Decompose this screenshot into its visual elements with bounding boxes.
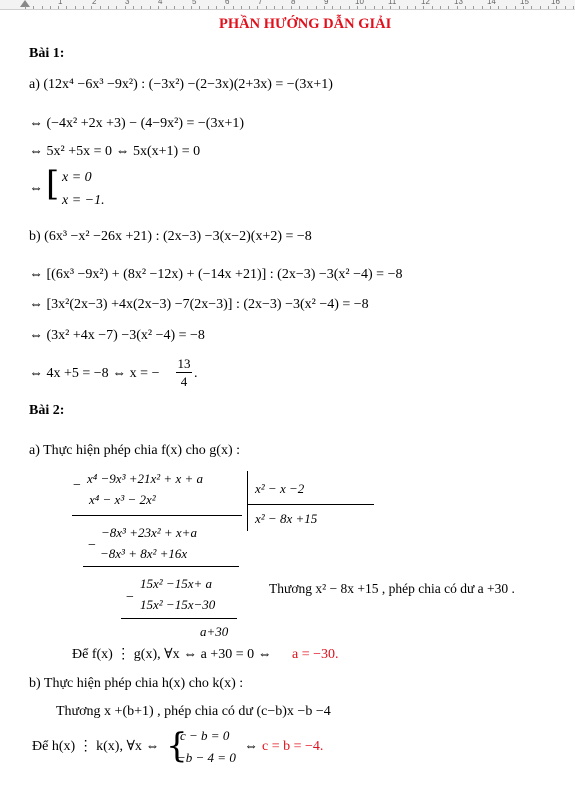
ruler-tick xyxy=(540,6,541,9)
bai2-b-intro: b) Thực hiện phép chia h(x) cho k(x) : xyxy=(29,676,244,691)
ruler-number: 11 xyxy=(388,0,397,6)
quotient: x² − 8x +15 xyxy=(255,511,318,526)
bai1-a-case2: x = −1. xyxy=(62,193,105,208)
fraction-period: . xyxy=(194,366,198,381)
ruler-tick xyxy=(249,6,250,9)
ruler-tick xyxy=(282,6,283,9)
division-rule xyxy=(72,515,242,516)
ruler-tick xyxy=(573,6,574,9)
subtract-line: −8x³ + 8x² +16x xyxy=(100,546,188,561)
ruler-tick xyxy=(83,6,84,9)
ruler-number: 8 xyxy=(291,0,296,6)
equivalence-symbol: ⇔ xyxy=(244,739,258,754)
ruler-number: 16 xyxy=(551,0,560,6)
ruler-tick xyxy=(473,6,474,9)
ruler-number: 12 xyxy=(421,0,430,6)
ruler-number: 10 xyxy=(355,0,364,6)
fraction-numerator: 13 xyxy=(177,356,191,371)
ruler-tick xyxy=(133,6,134,9)
ruler-tick xyxy=(506,6,507,9)
ruler-tick xyxy=(25,6,26,9)
ruler-number: 1 xyxy=(58,0,63,6)
ruler-tick xyxy=(515,6,516,9)
bai2-a-intro: a) Thực hiện phép chia f(x) cho g(x) : xyxy=(29,443,241,458)
subtract-line: 15x² −15x−30 xyxy=(140,597,216,612)
bai2-b-condition: Để h(x) ⋮ k(x), ∀x ⇔ xyxy=(32,739,160,754)
final-remainder: a+30 xyxy=(200,624,229,639)
ruler-tick xyxy=(141,6,142,9)
quotient-note: Thương x² − 8x +15 , phép chia có dư a +30 . xyxy=(269,581,515,596)
ruler-tick xyxy=(274,6,275,9)
ruler-tick xyxy=(233,6,234,9)
division-minus-sign: − xyxy=(73,478,81,493)
ruler-tick xyxy=(407,6,408,9)
remainder-line: −8x³ +23x² + x+a xyxy=(101,525,197,540)
ruler-tick xyxy=(208,6,209,9)
bai1-b-line3: ⇔ [3x²(2x−3) +4x(2x−3) −7(2x−3)] : (2x−3) −3(x² −4) = −8 xyxy=(29,297,369,312)
system-brace: { xyxy=(166,726,188,766)
ruler-tick xyxy=(199,6,200,9)
equivalence-symbol: ⇔ xyxy=(29,181,43,196)
ruler-tick xyxy=(324,6,325,9)
bai1-a-case1: x = 0 xyxy=(62,170,92,185)
ruler-tick xyxy=(158,6,159,9)
ruler-tick xyxy=(556,6,557,9)
bai1-a-line1: a) (12x⁴ −6x³ −9x²) : (−3x²) −(2−3x)(2+3x) = −(3x+1) xyxy=(29,77,333,92)
bai2-a-condition: Để f(x) ⋮ g(x), ∀x ⇔ a +30 = 0 ⇔ xyxy=(72,647,272,662)
ruler-tick xyxy=(374,6,375,9)
remainder-line: 15x² −15x+ a xyxy=(140,576,212,591)
ruler-number: 14 xyxy=(487,0,496,6)
ruler-tick xyxy=(125,6,126,9)
ruler-number: 7 xyxy=(258,0,263,6)
bai2-b-quotient: Thương x +(b+1) , phép chia có dư (c−b)x −b −4 xyxy=(56,704,331,719)
bai2-heading: Bài 2: xyxy=(29,403,65,418)
ruler-tick xyxy=(382,6,383,9)
ruler-number: 3 xyxy=(125,0,130,6)
bai1-heading: Bài 1: xyxy=(29,46,65,61)
ruler-tick xyxy=(548,6,549,9)
ruler-number: 15 xyxy=(520,0,529,6)
ruler-tick xyxy=(174,6,175,9)
bai2-b-result: c = b = −4. xyxy=(262,739,324,754)
division-rule xyxy=(121,618,237,619)
division-minus-sign: − xyxy=(88,538,96,553)
ruler-tick xyxy=(465,6,466,9)
ruler-tick xyxy=(291,6,292,9)
ruler-tick xyxy=(66,6,67,9)
bai1-b-line1: b) (6x³ −x² −26x +21) : (2x−3) −3(x−2)(x+2) = −8 xyxy=(29,229,312,244)
dividend-line: x⁴ −9x³ +21x² + x + a xyxy=(87,471,203,486)
fraction-denominator: 4 xyxy=(180,374,188,389)
ruler-tick xyxy=(100,6,101,9)
division-rule xyxy=(83,566,239,567)
ruler-tick xyxy=(241,6,242,9)
ruler-number: 13 xyxy=(454,0,463,6)
ruler-tick xyxy=(440,6,441,9)
fraction-bar xyxy=(176,372,192,373)
page-title: PHẦN HƯỚNG DẪN GIẢI xyxy=(219,16,392,32)
bai1-b-line5: ⇔ 4x +5 = −8 ⇔ x = − xyxy=(29,366,160,381)
ruler-tick xyxy=(307,6,308,9)
ruler-tick xyxy=(58,6,59,9)
subtract-line: x⁴ − x³ − 2x² xyxy=(89,492,156,507)
ruler-tick xyxy=(332,6,333,9)
ruler-tick xyxy=(299,6,300,9)
ruler-tick xyxy=(257,6,258,9)
ruler-tick xyxy=(490,6,491,9)
case-bracket: [ xyxy=(46,164,60,204)
ruler-number: 9 xyxy=(324,0,329,6)
ruler-tick xyxy=(42,6,43,9)
ruler-tick xyxy=(191,6,192,9)
ruler-number: 5 xyxy=(192,0,197,6)
ruler-tick xyxy=(349,6,350,9)
ruler-tick xyxy=(116,6,117,9)
ruler-tick xyxy=(365,6,366,9)
ruler-tick xyxy=(448,6,449,9)
ruler-number: 2 xyxy=(92,0,97,6)
bai1-a-line2: ⇔ (−4x² +2x +3) − (4−9x²) = −(3x+1) xyxy=(29,116,245,131)
divisor: x² − x −2 xyxy=(255,481,305,496)
ruler-tick xyxy=(183,6,184,9)
ruler-number: 4 xyxy=(158,0,163,6)
ruler-tick xyxy=(423,6,424,9)
ruler-number: 6 xyxy=(225,0,230,6)
ruler-tick xyxy=(357,6,358,9)
ruler-tick xyxy=(399,6,400,9)
ruler-tick xyxy=(340,6,341,9)
ruler-tick xyxy=(498,6,499,9)
ruler-tick xyxy=(523,6,524,9)
ruler-tick xyxy=(316,6,317,9)
ruler-tick xyxy=(390,6,391,9)
horizontal-ruler xyxy=(0,0,575,10)
division-minus-sign: − xyxy=(126,590,134,605)
ruler-tick xyxy=(415,6,416,9)
ruler-tick xyxy=(565,6,566,9)
ruler-tick xyxy=(75,6,76,9)
bai2-b-system1: c − b = 0 xyxy=(180,728,230,743)
ruler-tick xyxy=(166,6,167,9)
ruler-tick xyxy=(432,6,433,9)
ruler-tick xyxy=(457,6,458,9)
bai2-a-result: a = −30. xyxy=(292,647,339,662)
divisor-bracket-line xyxy=(247,471,248,531)
ruler-tick xyxy=(150,6,151,9)
bai1-b-line4: ⇔ (3x² +4x −7) −3(x² −4) = −8 xyxy=(29,328,205,343)
bai2-b-system2: −b − 4 = 0 xyxy=(177,750,236,765)
ruler-tick xyxy=(482,6,483,9)
ruler-tick xyxy=(216,6,217,9)
ruler-tick xyxy=(224,6,225,9)
ruler-tick xyxy=(531,6,532,9)
bai1-a-line3: ⇔ 5x² +5x = 0 ⇔ 5x(x+1) = 0 xyxy=(29,144,201,159)
ruler-tick xyxy=(108,6,109,9)
ruler-tick xyxy=(91,6,92,9)
ruler-tick xyxy=(50,6,51,9)
divisor-rule xyxy=(247,504,374,505)
bai1-b-line2: ⇔ [(6x³ −9x²) + (8x² −12x) + (−14x +21)] : (2x−3) −3(x² −4) = −8 xyxy=(29,267,403,282)
ruler-tick xyxy=(266,6,267,9)
ruler-tick xyxy=(33,6,34,9)
